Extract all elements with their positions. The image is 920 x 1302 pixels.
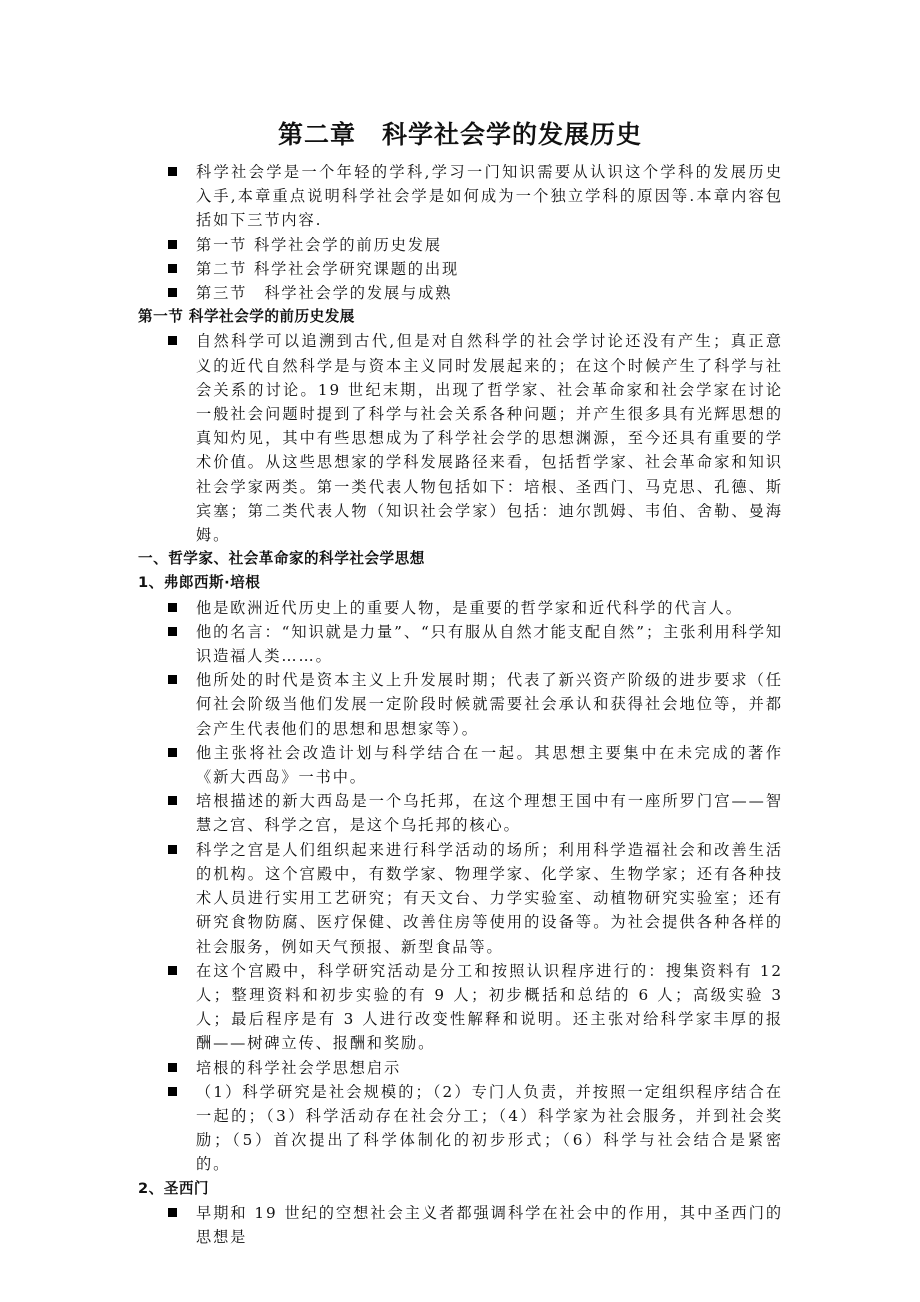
- square-bullet-icon: [168, 167, 177, 176]
- chapter-title: 第二章 科学社会学的发展历史: [277, 120, 642, 149]
- list-item: 自然科学可以追溯到古代,但是对自然科学的社会学讨论还没有产生；真正意义的近代自然科学是与资本主义同时发展起来的；在这个时候产生了科学与社会关系的讨论。19 世纪末期，出现了哲学家、社会革命家和社会学家在讨论一般社会问题时提到了科学与社会关系各种问题；并产生很多具有光辉思想的真知灼见，其中有些思想成为了科学社会学的思想渊源，至今还具有重要的学术价值。从这些思想家的学科发展路径来看，包括哲学家、社会革命家和知识社会学家两类。第一类代表人物包括如下：培根、圣西门、马克思、孔德、斯宾塞；第二类代表人物（知识社会学家）包括：迪尔凯姆、韦伯、舍勒、曼海姆。: [138, 329, 783, 547]
- square-bullet-icon: [168, 796, 177, 805]
- list-item: 培根描述的新大西岛是一个乌托邦，在这个理想王国中有一座所罗门宫——智慧之宫、科学之宫，是这个乌托邦的核心。: [138, 789, 783, 837]
- square-bullet-icon: [168, 748, 177, 757]
- square-bullet-icon: [168, 603, 177, 612]
- square-bullet-icon: [168, 627, 177, 636]
- list-item: 科学社会学是一个年轻的学科,学习一门知识需要从认识这个学科的发展历史入手,本章重点说明科学社会学是如何成为一个独立学科的原因等.本章内容包括如下三节内容.: [138, 160, 783, 233]
- square-bullet-icon: [168, 1208, 177, 1217]
- document-body: [138, 160, 783, 1249]
- list-item: 他是欧洲近代历史上的重要人物，是重要的哲学家和近代科学的代言人。: [138, 596, 783, 620]
- square-bullet-icon: [168, 264, 177, 273]
- list-item: 早期和 19 世纪的空想社会主义者都强调科学在社会中的作用，其中圣西门的思想是: [138, 1201, 783, 1249]
- square-bullet-icon: [168, 288, 177, 297]
- square-bullet-icon: [168, 845, 177, 854]
- square-bullet-icon: [168, 675, 177, 684]
- subsection-heading: 一、哲学家、社会革命家的科学社会学思想: [138, 550, 425, 568]
- list-item: 第一节 科学社会学的前历史发展: [138, 233, 783, 257]
- square-bullet-icon: [168, 966, 177, 975]
- square-bullet-icon: [168, 240, 177, 249]
- list-item: （1）科学研究是社会规模的；（2）专门人负责，并按照一定组织程序结合在一起的；（3）科学活动存在社会分工；（4）科学家为社会服务，并到社会奖励；（5）首次提出了科学体制化的初步形式；（6）科学与社会结合是紧密的。: [138, 1080, 783, 1177]
- list-item: 第二节 科学社会学研究课题的出现: [138, 257, 783, 281]
- list-item: 他主张将社会改造计划与科学结合在一起。其思想主要集中在未完成的著作《新大西岛》一书中。: [138, 741, 783, 789]
- list-item: 在这个宫殿中，科学研究活动是分工和按照认识程序进行的：搜集资料有 12 人；整理资料和初步实验的有 9 人；初步概括和总结的 6 人；高级实验 3 人；最后程序是有 3 人进行改变性解释和说明。还主张对给科学家丰厚的报酬——树碑立传、报酬和奖励。: [138, 959, 783, 1056]
- list-item: 他的名言：“知识就是力量”、“只有服从自然才能支配自然”；主张利用科学知识造福人类……。: [138, 620, 783, 668]
- list-item: 第三节 科学社会学的发展与成熟: [138, 281, 783, 305]
- section-heading: 第一节 科学社会学的前历史发展: [138, 308, 355, 326]
- square-bullet-icon: [168, 1063, 177, 1072]
- person-heading-bacon: 1、弗郎西斯·培根: [138, 574, 261, 592]
- list-item: 他所处的时代是资本主义上升发展时期；代表了新兴资产阶级的进步要求（任何社会阶级当他们发展一定阶段时候就需要社会承认和获得社会地位等，并都会产生代表他们的思想和思想家等）。: [138, 668, 783, 741]
- person-heading-saint-simon: 2、圣西门: [138, 1179, 210, 1197]
- list-item: 科学之宫是人们组织起来进行科学活动的场所；利用科学造福社会和改善生活的机构。这个宫殿中，有数学家、物理学家、化学家、生物学家；还有各种技术人员进行实用工艺研究；有天文台、力学实验室、动植物研究实验室；还有研究食物防腐、医疗保健、改善住房等使用的设备等。为社会提供各种各样的社会服务，例如天气预报、新型食品等。: [138, 838, 783, 959]
- square-bullet-icon: [168, 336, 177, 345]
- square-bullet-icon: [168, 1087, 177, 1096]
- list-item: 培根的科学社会学思想启示: [138, 1056, 783, 1080]
